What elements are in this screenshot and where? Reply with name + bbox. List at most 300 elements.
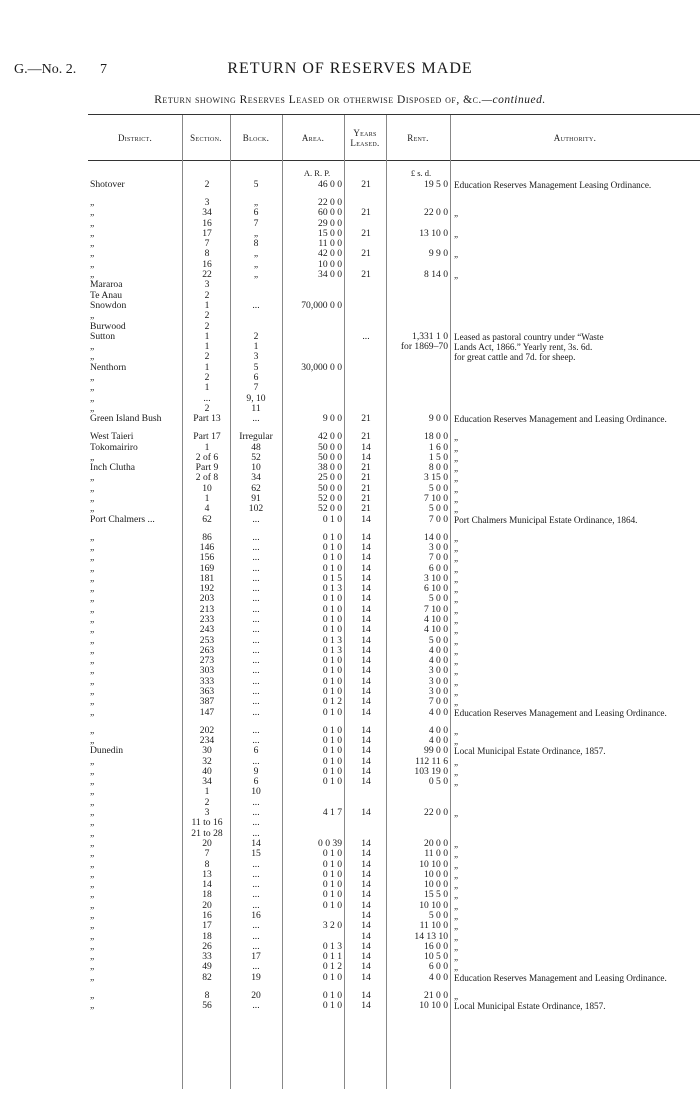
cell-section: 34 — [202, 207, 212, 219]
column-header-section: Section. — [190, 133, 222, 143]
cell-district: „ — [90, 583, 95, 595]
cell-block: ... — [252, 734, 260, 746]
table-row — [0, 757, 700, 767]
cell-years: 14 — [361, 755, 371, 767]
table-row — [0, 942, 700, 952]
cell-authority: „ — [454, 962, 459, 973]
table-row — [0, 208, 700, 218]
cell-block: 3 — [253, 351, 259, 363]
cell-block: ... — [252, 796, 260, 808]
table-row — [0, 180, 700, 198]
cell-area: 4 1 7 — [322, 807, 342, 819]
cell-section: 16 — [202, 258, 212, 270]
table-row — [0, 383, 700, 393]
header-bottom-rule — [88, 160, 700, 161]
cell-block: ... — [252, 899, 260, 911]
cell-authority: Port Chalmers Municipal Estate Ordinance, 1864. — [454, 514, 638, 525]
cell-years: 14 — [361, 858, 371, 870]
cell-district: „ — [90, 562, 95, 574]
cell-block: ... — [252, 531, 260, 543]
cell-rent: 9 9 0 — [428, 248, 448, 260]
table-row — [0, 533, 700, 543]
cell-section: 14 — [202, 879, 212, 891]
cell-block: ... — [252, 513, 260, 525]
table-row — [0, 553, 700, 563]
cell-block: ... — [252, 413, 260, 425]
cell-section: 10 — [202, 482, 212, 494]
table-row — [0, 342, 700, 352]
cell-area: 0 1 0 — [322, 724, 342, 736]
cell-section: 16 — [202, 217, 212, 229]
cell-rent: 10 10 0 — [419, 1000, 448, 1012]
cell-section: 34 — [202, 776, 212, 788]
cell-block: 2 — [253, 330, 259, 342]
cell-area: 0 1 0 — [322, 755, 342, 767]
cell-years: 14 — [361, 675, 371, 687]
cell-block: ... — [252, 961, 260, 973]
cell-district: Port Chalmers ... — [90, 513, 155, 525]
cell-district: „ — [90, 613, 95, 625]
table-row — [0, 615, 700, 625]
cell-years: 14 — [361, 889, 371, 901]
cell-area: 50 0 0 — [318, 451, 342, 463]
cell-rent: 4 10 0 — [424, 613, 448, 625]
cell-area: 0 1 5 — [322, 572, 342, 584]
cell-block: ... — [252, 817, 260, 829]
cell-section: 263 — [199, 644, 215, 656]
cell-years: 14 — [361, 644, 371, 656]
cell-years: 14 — [361, 613, 371, 625]
cell-area: 0 1 0 — [322, 531, 342, 543]
column-header-area: Area. — [301, 133, 325, 143]
cell-authority: „ — [454, 208, 459, 219]
table-row — [0, 1001, 700, 1011]
cell-authority: „ — [454, 952, 459, 963]
table-row — [0, 656, 700, 666]
cell-block: ... — [252, 755, 260, 767]
cell-rent: 3 0 0 — [428, 686, 448, 698]
cell-block: ... — [252, 858, 260, 870]
page-title: RETURN OF RESERVES MADE — [227, 60, 473, 77]
cell-rent: 4 0 0 — [428, 644, 448, 656]
cell-authority: „ — [454, 573, 459, 584]
cell-authority: for great cattle and 7d. for sheep. — [454, 352, 576, 363]
table-row — [0, 798, 700, 808]
cell-authority: „ — [454, 594, 459, 605]
cell-section: 181 — [199, 572, 215, 584]
cell-district: „ — [90, 227, 95, 239]
cell-rent: 5 0 0 — [428, 910, 448, 921]
cell-authority: „ — [454, 900, 459, 911]
table-row — [0, 484, 700, 494]
cell-section: 26 — [202, 940, 212, 952]
cell-district: „ — [90, 603, 95, 615]
cell-district: „ — [90, 868, 95, 880]
cell-block: ... — [252, 593, 260, 605]
table-row — [0, 198, 700, 208]
cell-section: 1 — [204, 341, 210, 353]
cell-rent: 0 5 0 — [428, 776, 448, 788]
cell-rent: 6 0 0 — [428, 562, 448, 574]
table-row — [0, 463, 700, 473]
table-row — [0, 697, 700, 707]
cell-area: 0 1 3 — [322, 634, 342, 646]
cell-district: „ — [90, 848, 95, 860]
cell-area: 0 1 0 — [322, 552, 342, 564]
cell-district: „ — [90, 541, 95, 553]
cell-district: „ — [90, 796, 95, 808]
cell-rent: 11 10 0 — [419, 920, 448, 932]
cell-years: 21 — [361, 482, 371, 494]
cell-authority: „ — [454, 270, 459, 281]
cell-area: 0 1 0 — [322, 541, 342, 553]
cell-block: ... — [252, 920, 260, 932]
table-row — [0, 301, 700, 311]
cell-rent: 22 0 0 — [424, 207, 448, 219]
table-row — [0, 991, 700, 1001]
cell-years: 14 — [361, 899, 371, 911]
cell-district: „ — [90, 552, 95, 564]
cell-rent: 5 0 0 — [428, 503, 448, 515]
cell-block: 6 — [253, 372, 259, 384]
cell-block: 9 — [253, 765, 259, 777]
cell-section: 49 — [202, 961, 212, 973]
cell-block: ... — [252, 889, 260, 901]
cell-area: 0 1 0 — [322, 899, 342, 911]
table-row — [0, 494, 700, 504]
cell-area: 0 1 0 — [322, 879, 342, 891]
cell-section: 2 — [204, 320, 210, 332]
cell-rent: 13 10 0 — [419, 227, 448, 239]
cell-district: „ — [90, 248, 95, 260]
cell-authority: „ — [454, 584, 459, 595]
cell-area: 25 0 0 — [318, 472, 342, 484]
cell-years: 21 — [361, 503, 371, 515]
cell-section: 2 — [204, 179, 210, 190]
table-row — [0, 777, 700, 787]
cell-authority: „ — [454, 890, 459, 901]
cell-authority: „ — [454, 838, 459, 849]
cell-section: Part 9 — [195, 462, 219, 474]
table-row — [0, 829, 700, 839]
cell-area: 52 0 0 — [318, 503, 342, 515]
cell-rent: 4 10 0 — [424, 624, 448, 636]
cell-district: „ — [90, 910, 95, 921]
cell-block: ... — [252, 675, 260, 687]
cell-area: 0 1 3 — [322, 940, 342, 952]
table-row — [0, 373, 700, 383]
table-row — [0, 594, 700, 604]
cell-block: „ — [253, 197, 259, 208]
cell-section: 30 — [202, 745, 212, 757]
cell-rent: 6 10 0 — [424, 583, 448, 595]
cell-section: 20 — [202, 899, 212, 911]
cell-authority: „ — [454, 228, 459, 239]
cell-years: 14 — [361, 724, 371, 736]
cell-block: ... — [252, 724, 260, 736]
cell-block: 17 — [251, 951, 261, 963]
cell-district: Inch Clutha — [90, 462, 136, 474]
cell-section: 18 — [202, 889, 212, 901]
cell-rent: 22 0 0 — [424, 807, 448, 819]
cell-years: 21 — [361, 248, 371, 260]
cell-section: 2 — [204, 310, 210, 322]
cell-area: 50 0 0 — [318, 482, 342, 494]
cell-section: 1 — [204, 493, 210, 505]
cell-years: 14 — [361, 848, 371, 860]
cell-block: 10 — [251, 786, 261, 798]
cell-district: „ — [90, 634, 95, 646]
table-row — [0, 432, 700, 442]
cell-authority: „ — [454, 687, 459, 698]
cell-section: 16 — [202, 910, 212, 921]
column-header-block: Block. — [242, 133, 270, 143]
cell-years: 14 — [361, 961, 371, 973]
cell-district: Tokomairiro — [90, 441, 138, 453]
cell-section: 86 — [202, 531, 212, 543]
cell-authority: Education Reserves Management Leasing Ordinance. — [454, 180, 652, 190]
cell-years: 21 — [361, 472, 371, 484]
cell-authority: „ — [454, 931, 459, 942]
cell-district: „ — [90, 624, 95, 636]
cell-block: ... — [252, 541, 260, 553]
cell-rent: 1,331 1 0 — [412, 330, 448, 342]
cell-section: 203 — [199, 593, 215, 605]
table-row — [0, 808, 700, 818]
cell-block: 7 — [253, 217, 259, 229]
cell-years: 21 — [361, 179, 371, 190]
cell-area: 9 0 0 — [322, 413, 342, 425]
cell-block: ... — [252, 879, 260, 891]
cell-area: 0 1 0 — [322, 593, 342, 605]
cell-section: 253 — [199, 634, 215, 646]
cell-years: 14 — [361, 1000, 371, 1012]
table-top-rule — [88, 114, 700, 115]
cell-authority: „ — [454, 941, 459, 952]
cell-block: ... — [252, 868, 260, 880]
cell-years: 14 — [361, 655, 371, 667]
cell-district: „ — [90, 879, 95, 891]
cell-district: „ — [90, 696, 95, 708]
table-row — [0, 839, 700, 849]
cell-rent: 14 0 0 — [424, 531, 448, 543]
cell-district: „ — [90, 899, 95, 911]
cell-area: 50 0 0 — [318, 441, 342, 453]
subtitle-text: Return showing Reserves Leased or otherwise Disposed of, &c. — [154, 94, 482, 106]
cell-authority: Local Municipal Estate Ordinance, 1857. — [454, 1001, 606, 1012]
cell-block: „ — [253, 258, 259, 270]
table-row — [0, 708, 700, 726]
cell-district: „ — [90, 786, 95, 798]
cell-district: „ — [90, 951, 95, 963]
table-row — [0, 473, 700, 483]
cell-years: 21 — [361, 431, 371, 443]
cell-rent: 8 0 0 — [428, 462, 448, 474]
cell-rent: 3 10 0 — [424, 572, 448, 584]
cell-area: 0 1 0 — [322, 858, 342, 870]
cell-district: „ — [90, 310, 95, 322]
cell-authority: „ — [454, 921, 459, 932]
cell-district: „ — [90, 1000, 95, 1012]
cell-block: 5 — [253, 361, 259, 373]
table-row — [0, 911, 700, 921]
cell-section: 2 — [204, 796, 210, 808]
cell-block: ... — [252, 634, 260, 646]
cell-years: 14 — [361, 583, 371, 595]
cell-years: 14 — [361, 930, 371, 942]
cell-authority: „ — [454, 725, 459, 736]
cell-years: 14 — [361, 665, 371, 677]
table-row — [0, 574, 700, 584]
cell-area: 0 1 0 — [322, 745, 342, 757]
cell-district: „ — [90, 351, 95, 363]
cell-district: „ — [90, 493, 95, 505]
cell-years: 14 — [361, 745, 371, 757]
cell-section: 8 — [204, 248, 210, 260]
cell-rent: 4 0 0 — [428, 724, 448, 736]
cell-block: 6 — [253, 207, 259, 219]
cell-rent: 9 0 0 — [428, 413, 448, 425]
cell-block: ... — [252, 1000, 260, 1012]
cell-authority: „ — [454, 432, 459, 443]
cell-rent: 5 0 0 — [428, 593, 448, 605]
cell-block: ... — [252, 552, 260, 564]
cell-area: 0 1 0 — [322, 706, 342, 718]
table-row — [0, 962, 700, 972]
cell-block: ... — [252, 562, 260, 574]
cell-area: 0 1 0 — [322, 868, 342, 880]
table-row — [0, 890, 700, 900]
cell-section: 2 — [204, 351, 210, 363]
cell-area: 29 0 0 — [318, 217, 342, 229]
cell-section: 2 — [204, 402, 210, 414]
column-header-years: Years Leased. — [350, 128, 380, 148]
cell-area: 10 0 0 — [318, 258, 342, 270]
cell-rent: 11 0 0 — [424, 848, 448, 860]
cell-rent: 7 10 0 — [424, 603, 448, 615]
cell-years: 14 — [361, 951, 371, 963]
cell-years: 14 — [361, 593, 371, 605]
cell-block: ... — [252, 940, 260, 952]
cell-area: 0 1 0 — [322, 989, 342, 1001]
cell-authority: Lands Act, 1866.” Yearly rent, 3s. 6d. — [454, 342, 593, 353]
cell-authority: „ — [454, 869, 459, 880]
cell-authority: Education Reserves Management and Leasing Ordinance. — [454, 972, 667, 983]
cell-district: „ — [90, 827, 95, 839]
cell-authority: „ — [454, 635, 459, 646]
cell-authority: „ — [454, 766, 459, 777]
cell-years: 14 — [361, 634, 371, 646]
cell-section: 202 — [199, 724, 215, 736]
cell-rent: 5 0 0 — [428, 482, 448, 494]
cell-section: 33 — [202, 951, 212, 963]
cell-area: 0 1 0 — [322, 686, 342, 698]
cell-area: 30,000 0 0 — [301, 361, 342, 373]
cell-authority: „ — [454, 990, 459, 1001]
cell-block: ... — [252, 706, 260, 718]
cell-block: 62 — [251, 482, 261, 494]
cell-authority: „ — [454, 735, 459, 746]
cell-block: 20 — [251, 989, 261, 1001]
cell-district: Nenthorn — [90, 361, 127, 373]
cell-area: 0 1 0 — [322, 665, 342, 677]
cell-district: „ — [90, 837, 95, 849]
cell-section: 363 — [199, 686, 215, 698]
cell-block: 10 — [251, 462, 261, 474]
cell-rent: 6 0 0 — [428, 961, 448, 973]
cell-block: ... — [252, 686, 260, 698]
cell-block: ... — [252, 572, 260, 584]
cell-district: „ — [90, 765, 95, 777]
cell-rent: 3 15 0 — [424, 472, 448, 484]
cell-rent: 15 5 0 — [424, 889, 448, 901]
cell-area: 0 1 0 — [322, 765, 342, 777]
cell-area: 22 0 0 — [318, 197, 342, 208]
column-header-district: District. — [117, 133, 153, 143]
cell-area: 0 1 0 — [322, 613, 342, 625]
cell-district: „ — [90, 503, 95, 515]
cell-district: „ — [90, 665, 95, 677]
cell-years: 14 — [361, 552, 371, 564]
cell-area: 0 1 2 — [322, 961, 342, 973]
cell-section: 2 — [204, 289, 210, 301]
cell-rent: 19 5 0 — [424, 179, 448, 190]
cell-area: 0 1 0 — [322, 603, 342, 615]
cell-years: 14 — [361, 940, 371, 952]
cell-years: 14 — [361, 686, 371, 698]
cell-section: 7 — [204, 848, 210, 860]
cell-section: 7 — [204, 238, 210, 250]
cell-area: 0 1 0 — [322, 848, 342, 860]
cell-rent: 7 0 0 — [428, 552, 448, 564]
table-row — [0, 229, 700, 239]
cell-section: 1 — [204, 441, 210, 453]
cell-section: 4 — [204, 503, 210, 515]
cell-section: 333 — [199, 675, 215, 687]
cell-authority: „ — [454, 777, 459, 788]
cell-section: 8 — [204, 989, 210, 1001]
cell-area: 34 0 0 — [318, 269, 342, 281]
cell-authority: „ — [454, 483, 459, 494]
cell-authority: „ — [454, 249, 459, 260]
cell-block: ... — [252, 807, 260, 819]
table-row — [0, 249, 700, 259]
cell-section: 2 of 8 — [195, 472, 219, 484]
cell-authority: „ — [454, 532, 459, 543]
cell-area: 0 1 0 — [322, 889, 342, 901]
table-row — [0, 901, 700, 911]
cell-area: 60 0 0 — [318, 207, 342, 219]
cell-block: ... — [252, 624, 260, 636]
cell-section: 82 — [202, 971, 212, 983]
cell-section: 21 to 28 — [191, 827, 223, 839]
cell-section: 8 — [204, 858, 210, 870]
cell-district: „ — [90, 724, 95, 736]
cell-years: 14 — [361, 910, 371, 921]
cell-block: 7 — [253, 382, 259, 394]
cell-years: 21 — [361, 413, 371, 425]
cell-area: 0 0 39 — [318, 837, 342, 849]
cell-block: ... — [252, 603, 260, 615]
cell-district: „ — [90, 593, 95, 605]
table-row — [0, 726, 700, 736]
cell-district: West Taieri — [90, 431, 134, 443]
cell-area: 0 1 0 — [322, 655, 342, 667]
cell-block: 91 — [251, 493, 261, 505]
cell-rent: 14 13 10 — [414, 930, 448, 942]
table-row — [0, 973, 700, 991]
cell-area: 11 0 0 — [318, 238, 342, 250]
